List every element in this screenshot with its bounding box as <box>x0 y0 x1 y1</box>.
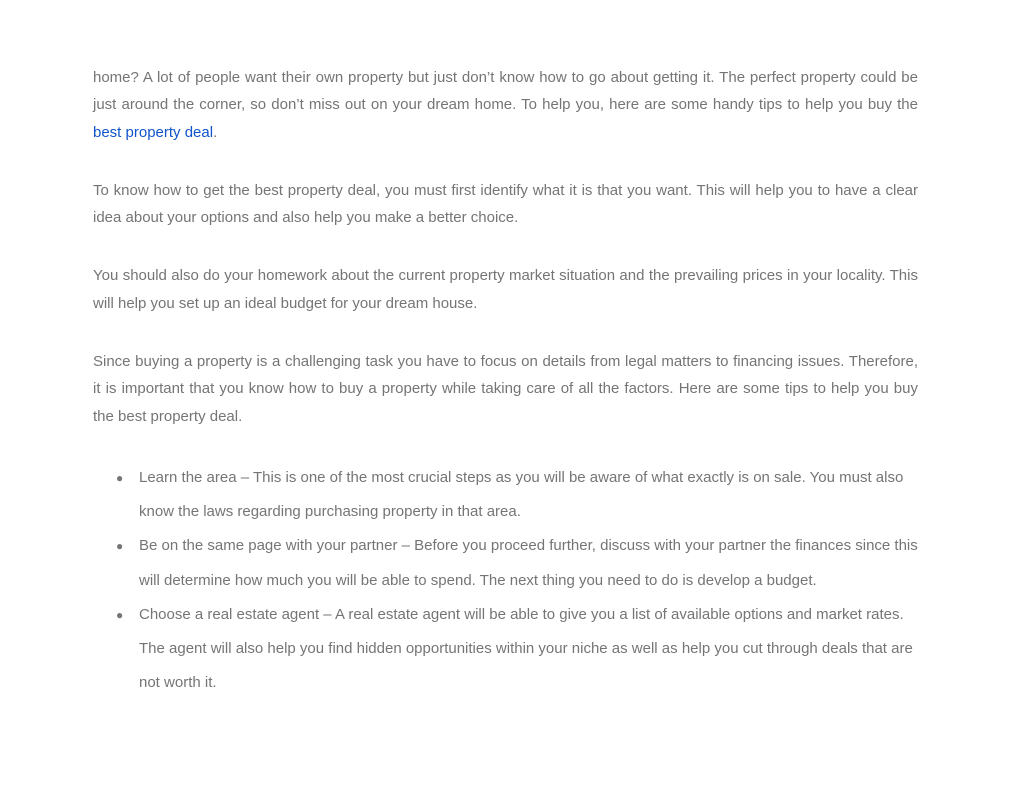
best-property-deal-link[interactable]: best property deal <box>93 123 214 141</box>
tip-text: Choose a real estate agent – A real estate agent will be able to give you a list of available options and market rates. The agent will also help you find hidden opportunities within your niche as well as help you cut through deals that are not worth it. <box>139 605 913 692</box>
list-item <box>93 598 918 701</box>
paragraph-challenging-task: Since buying a property is a challenging task you have to focus on details from legal matters to financing issues. Therefore, it is important that you know how to buy a property while taking care of all the factors. Here are some tips to help you buy the best property deal. <box>93 353 918 425</box>
tip-text: Learn the area – This is one of the most crucial steps as you will be aware of what exactly is on sale. You must also know the laws regarding purchasing property in that area. <box>139 468 904 521</box>
paragraph-homework: You should also do your homework about the current property market situation and the prevailing prices in your locality. This will help you set up an ideal budget for your dream house. <box>93 267 918 312</box>
list-item <box>93 461 918 529</box>
intro-text: home? A lot of people want their own property but just don’t know how to go about getting it. The perfect property could be just around the corner, so don’t miss out on your dream home. To help you, here are some handy tips to help you buy the <box>93 69 918 114</box>
article-body <box>93 64 918 700</box>
list-item <box>93 529 918 597</box>
tips-list <box>93 461 918 700</box>
paragraph-identify-wants: To know how to get the best property deal, you must first identify what it is that you want. This will help you to have a clear idea about your options and also help you make a better choice. <box>93 181 918 227</box>
bullet-icon: ● <box>116 470 124 485</box>
intro-text-end: . <box>213 123 218 141</box>
bullet-icon: ● <box>116 539 124 554</box>
bullet-icon: ● <box>116 607 124 622</box>
intro-paragraph <box>93 64 918 146</box>
tip-text: Be on the same page with your partner – Before you proceed further, discuss with your partner the finances since this will determine how much you will be able to spend. The next thing you need to do is develop a budget. <box>139 537 918 589</box>
